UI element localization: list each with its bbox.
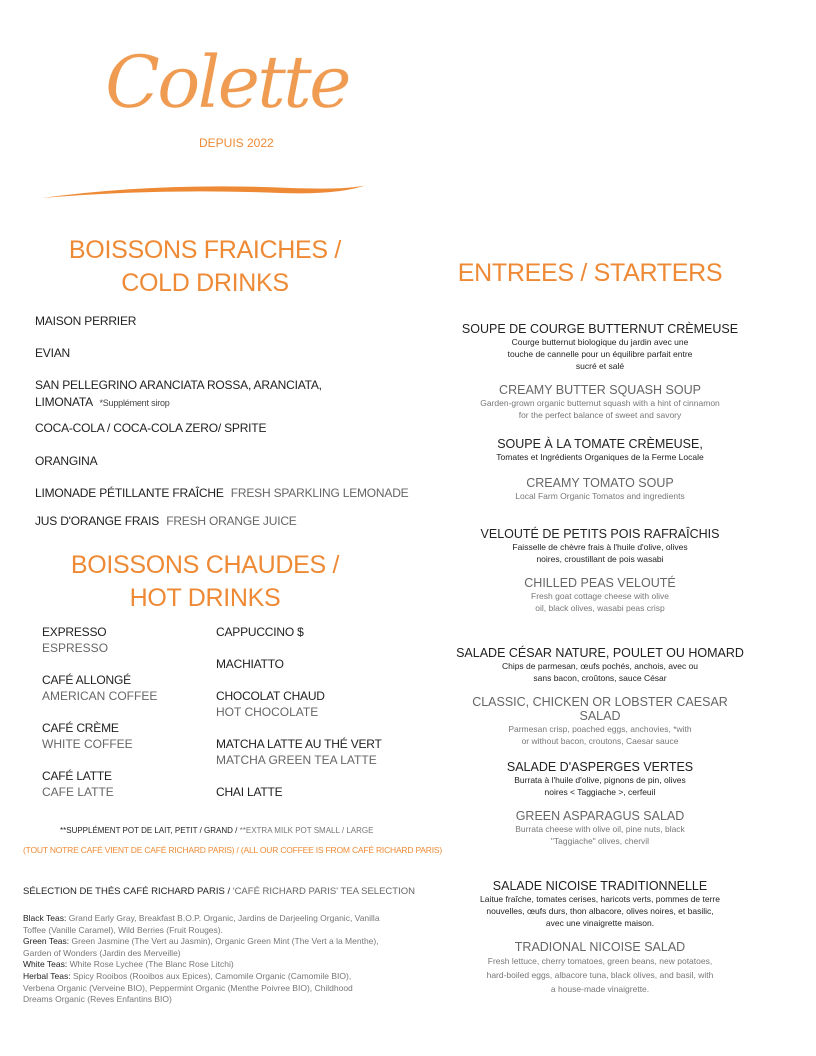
cold-drinks-heading (60, 234, 350, 300)
tea-list (23, 913, 383, 1006)
tea-heading (23, 886, 415, 897)
item-en: HOT CHOCOLATE (216, 705, 319, 719)
milk-note (60, 826, 373, 835)
menu-item (42, 673, 157, 721)
item-fr: SOUPE À LA TOMATE CRÈMEUSE, (497, 437, 703, 451)
item-en-desc: Fresh lettuce, cherry tomatoes, green beans, new potatoes, hard-boiled eggs, albacore tuna, black olives, and basil, with a house-made vinaigrette. (486, 956, 714, 994)
note-fr: **SUPPLÉMENT POT DE LAIT, PETIT / GRAND / (60, 826, 238, 835)
heading-line: COLD DRINKS (121, 269, 289, 297)
hot-drinks-heading (60, 549, 350, 615)
tea-label: White Teas: (23, 959, 68, 970)
logo-script: Colette (105, 40, 349, 124)
item-fr: JUS D'ORANGE FRAIS (35, 514, 160, 528)
menu-item: SAN PELLEGRINO ARANCIATA ROSSA, ARANCIATA, (35, 378, 322, 392)
item-en: CREAMY TOMATO SOUP (526, 476, 674, 490)
tea-group (23, 913, 383, 936)
menu-item: ORANGINA (35, 454, 98, 468)
logo (100, 30, 349, 170)
item-en-desc: Burrata cheese with olive oil, pine nuts, black "Taggiache" olives, chervil (515, 824, 685, 846)
item-fr: CAFÉ LATTE (42, 769, 112, 783)
item-fr-desc: Faisselle de chèvre frais à l'huile d'olive, olives noires, croustillant de pois wasabi (512, 542, 688, 564)
tea-heading-fr: SÉLECTION DE THÉS CAFÉ RICHARD PARIS / (23, 886, 231, 897)
menu-item (216, 689, 325, 719)
tea-text: White Rose Lychee (The Blanc Rose Litchi) (69, 959, 234, 970)
item-en: CLASSIC, CHICKEN OR LOBSTER CAESAR SALAD (472, 695, 728, 723)
item-fr: SALADE CÉSAR NATURE, POULET OU HOMARD (456, 646, 744, 660)
tea-label: Black Teas: (23, 913, 67, 923)
item-en: CAFE LATTE (42, 785, 114, 799)
item-en-desc: Local Farm Organic Tomatos and ingredients (515, 491, 685, 501)
hot-left-column (42, 625, 157, 817)
menu-item (42, 625, 157, 673)
starters-heading: ENTREES / STARTERS (457, 259, 723, 287)
item-fr: CAFÉ CRÈME (42, 721, 119, 735)
menu-item: COCA-COLA / COCA-COLA ZERO/ SPRITE (35, 421, 267, 435)
menu-item (35, 486, 408, 500)
heading-line: HOT DRINKS (129, 584, 281, 612)
tea-heading-en: 'CAFÉ RICHARD PARIS' TEA SELECTION (232, 886, 415, 897)
heading-line: BOISSONS FRAICHES / (68, 236, 342, 264)
starter-item (455, 760, 745, 847)
item-en: MATCHA GREEN TEA LATTE (216, 753, 377, 767)
item-fr-desc: Chips de parmesan, œufs pochés, anchois, avec ou sans bacon, croûtons, sauce César (501, 661, 699, 683)
coffee-note: (TOUT NOTRE CAFÉ VIENT DE CAFÉ RICHARD PARIS) / (ALL OUR COFFEE IS FROM CAFÉ RICHARD PARIS) (23, 845, 442, 855)
item-en: CREAMY BUTTER SQUASH SOUP (499, 383, 701, 397)
item-fr: VELOUTÉ DE PETITS POIS RAFRAÎCHIS (480, 527, 720, 541)
item-en: FRESH SPARKLING LEMONADE (230, 486, 409, 500)
starter-item (455, 879, 745, 996)
menu-item: EVIAN (35, 346, 71, 360)
item-en: CHILLED PEAS VELOUTÉ (524, 576, 676, 590)
item-fr-desc: Tomates et Ingrédients Organiques de la Ferme Locale (496, 452, 704, 462)
item-en-desc: Garden-grown organic butternut squash with a hint of cinnamon for the perfect balance of sweet and savory (480, 398, 720, 420)
menu-item (42, 721, 157, 769)
item-en: AMERICAN COFFEE (42, 689, 158, 703)
tea-group (23, 971, 383, 1006)
tea-group (23, 936, 383, 959)
item-en: ESPRESSO (42, 641, 109, 655)
item-fr: CHOCOLAT CHAUD (216, 689, 325, 703)
heading-line: BOISSONS CHAUDES / (70, 551, 340, 579)
item-fr: LIMONADE PÉTILLANTE FRAÎCHE (35, 486, 224, 500)
menu-item (216, 737, 382, 767)
item-fr-desc: Laitue fraîche, tomates cerises, haricots verts, pommes de terre nouvelles, œufs durs, thon albacore, olives noires, et basilic, avec une vinaigrette maison. (480, 894, 720, 928)
menu-item (35, 395, 170, 409)
starter-item (450, 646, 750, 747)
item-en: WHITE COFFEE (42, 737, 133, 751)
menu-item: CAPPUCCINO $ (216, 625, 304, 639)
tea-label: Green Teas: (23, 936, 70, 947)
item-en: GREEN ASPARAGUS SALAD (515, 809, 685, 823)
item-fr: EXPRESSO (42, 625, 107, 639)
item-en-desc: Fresh goat cottage cheese with olive oil, black olives, wasabi peas crisp (531, 591, 669, 613)
item-fr-desc: Burrata à l'huile d'olive, pignons de pin, olives noires < Taggiache >, cerfeuil (514, 775, 686, 797)
item-note: *Supplément sirop (99, 398, 170, 408)
swoosh-divider (40, 180, 370, 205)
item-en: TRADIONAL NICOISE SALAD (514, 940, 686, 954)
item-fr: MATCHA LATTE AU THÉ VERT (216, 737, 382, 751)
tea-text: Grand Early Gray, Breakfast B.O.P. Organic, Jardins de Darjeeling Organic, Vanilla Toffee (Vanille Caramel), Wild Berries (Fruit Rouges). (23, 913, 380, 935)
menu-item: MAISON PERRIER (35, 314, 137, 328)
logo-tagline: DEPUIS 2022 (199, 136, 274, 150)
item-en: FRESH ORANGE JUICE (166, 514, 297, 528)
starter-item (455, 527, 745, 614)
item-fr-desc: Courge butternut biologique du jardin avec une touche de cannelle pour un équilibre parfait entre sucré et salé (507, 337, 693, 371)
menu-item (35, 514, 297, 528)
item-text: LIMONATA (35, 395, 93, 409)
item-fr: SOUPE DE COURGE BUTTERNUT CRÈMEUSE (461, 322, 739, 336)
tea-group (23, 959, 383, 971)
menu-item: CHAI LATTE (216, 785, 283, 799)
tea-text: Green Jasmine (The Vert au Jasmin), Organic Green Mint (The Vert a la Menthe), Garden of Wonders (Jardin des Merveille) (23, 936, 379, 958)
item-en-desc: Parmesan crisp, poached eggs, anchovies, *with or without bacon, croutons, Caesar sauce (508, 724, 692, 746)
note-en: **EXTRA MILK POT SMALL / LARGE (239, 826, 374, 835)
starter-item (455, 322, 745, 421)
tea-text: Spicy Rooibos (Rooibos aux Epices), Camomile Organic (Camomile BIO), Verbena Organic (Verveine BIO), Peppermint Organic (Menthe Poivree BIO), Childhood Dreams Organic (Reves Enfantins BIO) (23, 970, 353, 1005)
menu-item: MACHIATTO (216, 657, 284, 671)
starter-item (455, 437, 745, 502)
tea-label: Herbal Teas: (23, 970, 71, 981)
item-fr: SALADE D'ASPERGES VERTES (506, 760, 694, 774)
item-fr: CAFÉ ALLONGÉ (42, 673, 131, 687)
menu-item (42, 769, 157, 817)
item-fr: SALADE NICOISE TRADITIONNELLE (492, 879, 708, 893)
